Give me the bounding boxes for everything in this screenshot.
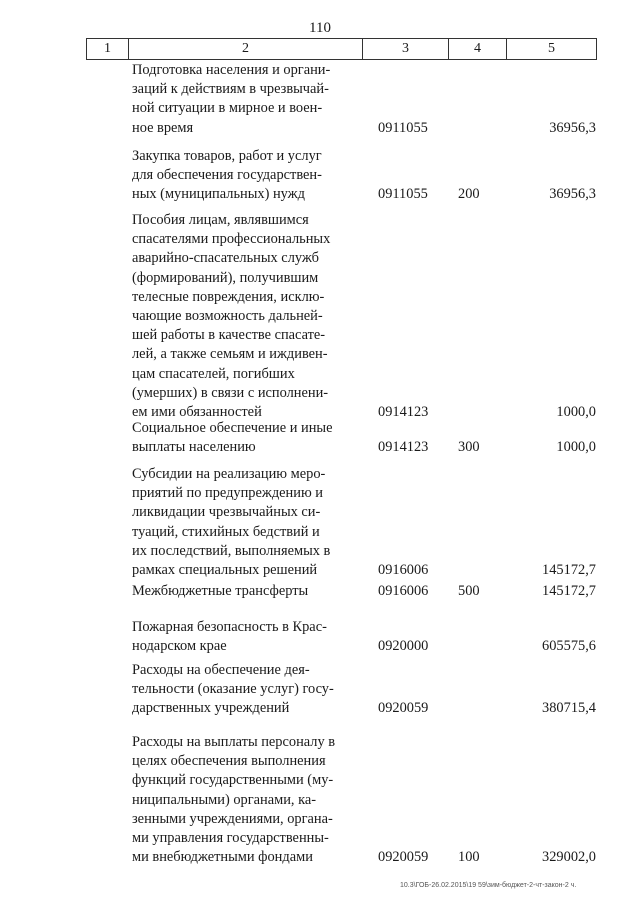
row-amount: 1000,0: [556, 439, 596, 456]
row-code: 0916006: [378, 583, 429, 599]
description-line: их последствий, выполняемых в: [132, 542, 331, 559]
description-line: (умерших) в связи с исполнени-: [132, 384, 329, 401]
row-amount: 1000,0: [556, 404, 596, 421]
row-expense-type: 500: [458, 583, 480, 599]
description-line: ной ситуации в мирное и воен-: [132, 100, 323, 117]
row-code: 0911055: [378, 119, 428, 136]
description-line: Подготовка населения и органи-: [132, 62, 331, 78]
description-line: Пожарная безопасность в Крас-: [132, 619, 327, 635]
row-code: 0914123: [378, 439, 429, 456]
description-line: ликвидации чрезвычайных си-: [132, 504, 321, 521]
column-header-2: 2: [128, 39, 362, 59]
description-line: зенными учреждениями, органа-: [132, 810, 333, 827]
description-line: ное время: [132, 119, 194, 136]
description-line: ем ими обязанностей: [132, 404, 262, 421]
description-line: ми внебюджетными фондами: [132, 849, 313, 866]
row-code: 0920059: [378, 700, 429, 717]
row-description: [132, 419, 346, 457]
description-line: заций к действиям в чрезвычай-: [132, 81, 329, 98]
table-row: [132, 211, 596, 422]
table-row: [132, 147, 596, 205]
table-row: [132, 419, 596, 457]
description-line: ниципальными) органами, ка-: [132, 791, 317, 808]
description-line: Закупка товаров, работ и услуг: [132, 148, 322, 164]
description-line: ных (муниципальных) нужд: [132, 186, 305, 203]
description-line: функций государственными (му-: [132, 772, 334, 789]
description-line: аварийно-спасательных служб: [132, 250, 319, 267]
row-amount: 605575,6: [542, 638, 596, 655]
row-code: 0920000: [378, 638, 429, 655]
row-code: 0911055: [378, 186, 428, 203]
description-line: Расходы на обеспечение дея-: [132, 662, 310, 678]
table-header: [86, 38, 597, 60]
description-line: спасателями профессиональных: [132, 231, 331, 248]
row-description: [132, 465, 346, 580]
column-header-3: 3: [362, 39, 448, 59]
row-expense-type: 200: [458, 186, 480, 203]
row-code: 0920059: [378, 849, 429, 866]
description-line: тельности (оказание услуг) госу-: [132, 681, 334, 698]
description-line: целях обеспечения выполнения: [132, 753, 326, 770]
row-amount: 145172,7: [542, 583, 596, 599]
description-line: Расходы на выплаты персоналу в: [132, 734, 336, 750]
table-row: [132, 733, 596, 867]
description-line: Межбюджетные трансферты: [132, 583, 309, 599]
description-line: дарственных учреждений: [132, 700, 290, 717]
table-row: [132, 582, 596, 601]
description-line: Пособия лицам, являвшимся: [132, 212, 309, 228]
row-description: [132, 147, 346, 205]
description-line: (формирований), получившим: [132, 269, 319, 286]
description-line: цам спасателей, погибших: [132, 365, 295, 382]
table-row: [132, 618, 596, 656]
row-description: [132, 618, 346, 656]
row-amount: 380715,4: [542, 700, 596, 717]
description-line: Социальное обеспечение и иные: [132, 420, 333, 436]
row-description: [132, 211, 346, 422]
row-expense-type: 100: [458, 849, 480, 866]
row-code: 0916006: [378, 562, 429, 579]
row-expense-type: 300: [458, 439, 480, 456]
description-line: нодарском крае: [132, 638, 227, 655]
description-line: выплаты населению: [132, 439, 256, 456]
table-row: [132, 61, 596, 138]
table-row: [132, 661, 596, 719]
row-amount: 329002,0: [542, 849, 596, 866]
column-header-1: 1: [86, 39, 128, 59]
description-line: чающие возможность дальней-: [132, 308, 323, 325]
description-line: для обеспечения государствен-: [132, 167, 322, 184]
description-line: лей, а также семьям и иждивен-: [132, 346, 328, 363]
description-line: Субсидии на реализацию меро-: [132, 466, 326, 482]
table-row: [132, 465, 596, 580]
page-number: 110: [309, 20, 331, 36]
description-line: приятий по предупреждению и: [132, 485, 323, 502]
row-amount: 36956,3: [549, 186, 596, 203]
row-amount: 145172,7: [542, 562, 596, 579]
footer-file-path: 10.3\ГОБ-26.02.2015\19 59\зим-бюджет-2-чт-закон-2 ч.: [400, 882, 577, 889]
row-description: [132, 661, 346, 719]
description-line: шей работы в качестве спасате-: [132, 327, 326, 344]
description-line: телесные повреждения, исклю-: [132, 288, 325, 305]
description-line: рамках специальных решений: [132, 562, 318, 579]
description-line: ми управления государственны-: [132, 830, 329, 847]
row-description: [132, 582, 346, 601]
description-line: туаций, стихийных бедствий и: [132, 523, 320, 540]
row-description: [132, 61, 346, 138]
row-amount: 36956,3: [549, 119, 596, 136]
row-description: [132, 733, 346, 867]
column-header-5: 5: [506, 39, 597, 59]
column-header-4: 4: [448, 39, 506, 59]
row-code: 0914123: [378, 404, 429, 421]
